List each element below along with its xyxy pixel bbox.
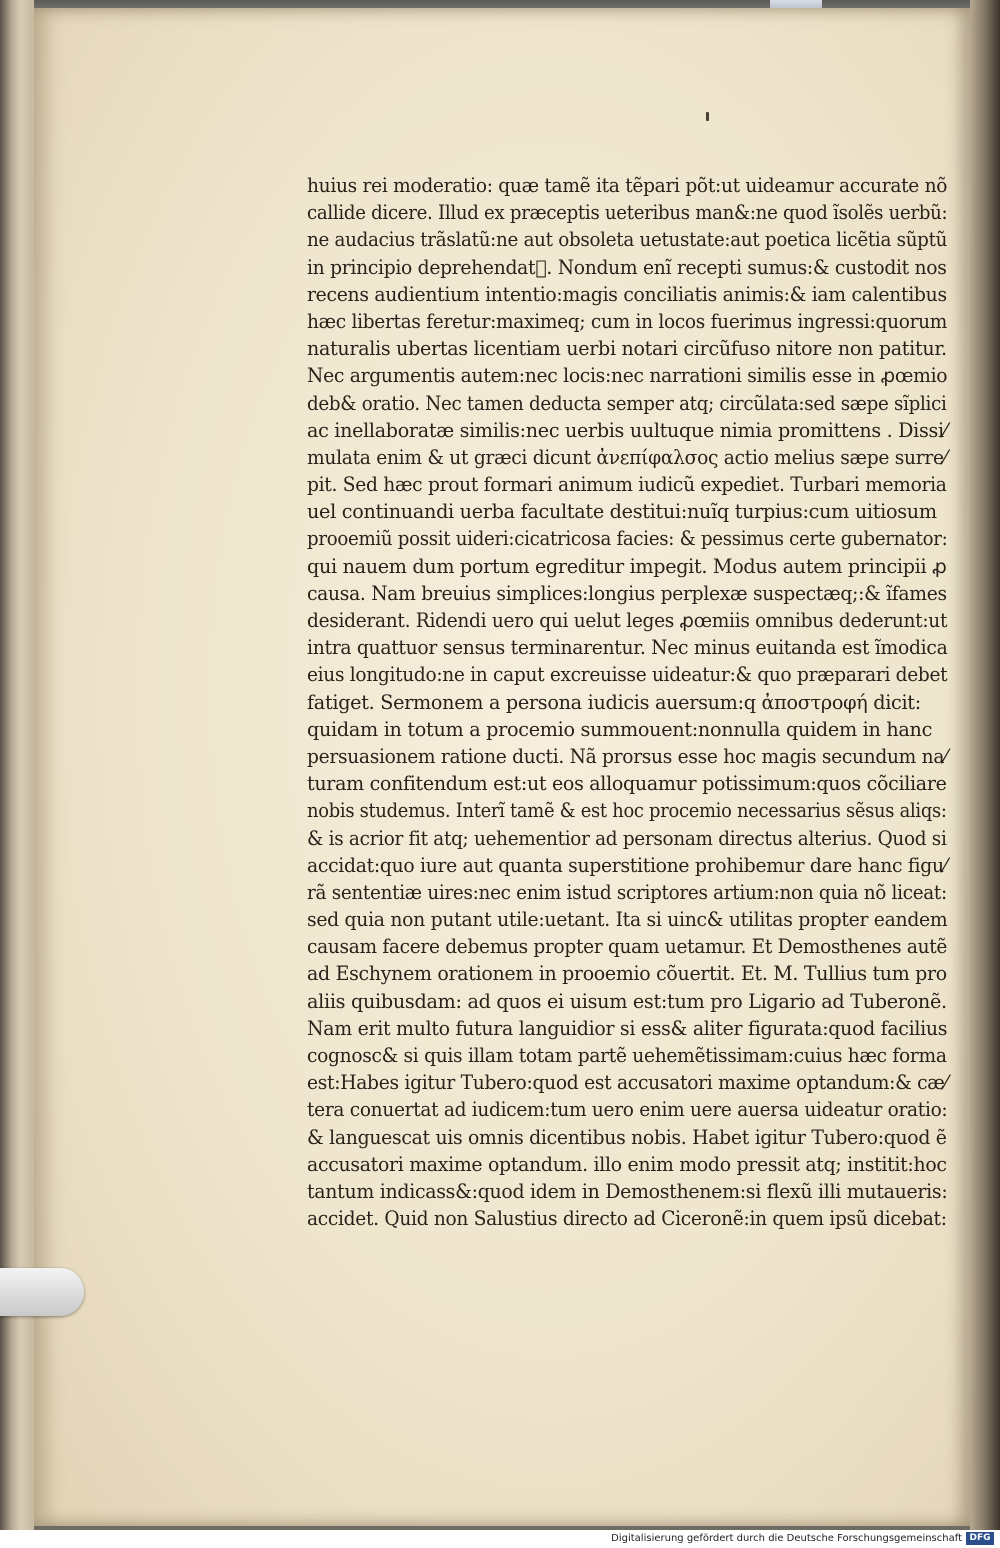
text-line: deb& oratio. Nec tamen deducta semper atq; circũlata:sed sæpe sĩplici [307, 391, 947, 415]
text-line: recens audientium intentio:magis conciliatis animis:& iam calentibus [307, 282, 947, 306]
text-line: Nam erit multo futura languidior si ess& aliter figurata:quod facilius [307, 1016, 948, 1040]
text-line: accidet. Quid non Salustius directo ad Ciceronẽ:in quem ipsũ dicebat: [307, 1207, 947, 1231]
text-line: nobis studemus. Interĩ tamẽ & est hoc procemio necessarius sẽsus aliqs: [307, 799, 947, 823]
text-line: & languescat uis omnis dicentibus nobis. Habet igitur Tubero:quod ẽ [307, 1125, 947, 1149]
page-clip [0, 1268, 84, 1316]
text-line: uel continuandi uerba facultate destitui:nuĩq turpius:cum uitiosum [307, 500, 937, 524]
text-line: in principio deprehendat᷑. Nondum enĩ recepti sumus:& custodit nos [307, 255, 947, 279]
ink-mark [706, 112, 709, 121]
text-line: hæc libertas feretur:maximeq; cum in locos fuerimus ingressi:quorum [307, 309, 948, 333]
text-line: desiderant. Ridendi uero qui uelut leges ꝓœmiis omnibus dederunt:ut [307, 609, 948, 632]
text-line: callide dicere. Illud ex præceptis ueteribus man&:ne quod ĩsolẽs uerbũ: [307, 201, 948, 225]
text-line: turam confitendum est:ut eos alloquamur potissimum:quos cõciliare [307, 772, 947, 796]
text-line: rã sententiæ uires:nec enim istud scriptores artium:non quia nõ liceat: [307, 880, 947, 904]
text-line: fatiget. Sermonem a persona iudicis auersum:q ἀποστροφή dicit: [307, 690, 921, 714]
text-line: eius longitudo:ne in caput excreuisse uideatur:& quo præparari debet [307, 663, 948, 687]
text-line: tantum indicass&:quod idem in Demosthenem:si flexũ illi mutaueris: [307, 1179, 948, 1203]
text-block [307, 172, 948, 1232]
text-line: Nec argumentis autem:nec locis:nec narrationi similis esse in ꝓœmio [307, 364, 948, 388]
text-line: causa. Nam breuius simplices:longius perplexæ suspectæq;:& ĩfames [307, 581, 947, 605]
text-line: naturalis ubertas licentiam uerbi notari circũfuso nitore non patitur. [307, 337, 947, 361]
text-line: aliis quibusdam: ad quos ei uisum est:tum pro Ligario ad Tuberonẽ. [307, 989, 947, 1013]
text-line: causam facere debemus propter quam uetamur. Et Demosthenes autẽ [307, 935, 948, 959]
text-line: est:Habes igitur Tubero:quod est accusatori maxime optandum:& cæ⁄ [307, 1071, 948, 1095]
text-line: cognosc& si quis illam totam partẽ uehemẽtissimam:cuius hæc forma [307, 1044, 947, 1067]
text-line: tera conuertat ad iudicem:tum uero enim uere auersa uideatur oratio: [307, 1098, 948, 1122]
text-line: prooemiũ possit uideri:cicatricosa facies: & pessimus certe gubernator: [307, 527, 948, 551]
text-line: ne audacius trãslatũ:ne aut obsoleta uetustate:aut poetica licẽtia sũptũ [307, 228, 948, 252]
dfg-logo: DFG [966, 1532, 994, 1545]
text-line: ad Eschynem orationem in prooemio cõuertit. Et. M. Tullius tum pro [307, 962, 947, 986]
text-line: mulata enim & ut græci dicunt ἀνεπίφαλσος actio melius sæpe surre⁄ [307, 445, 947, 469]
text-line: pit. Sed hæc prout formari animum iudicũ expediet. Turbari memoria [307, 473, 947, 497]
text-line: accidat:quo iure aut quanta superstitione prohibemur dare hanc figu⁄ [307, 853, 947, 877]
text-line: huius rei moderatio: quæ tamẽ ita tẽpari põt:ut uideamur accurate nõ [307, 174, 948, 197]
text-line: intra quattuor sensus terminarentur. Nec minus euitanda est ĩmodica [307, 636, 948, 660]
page-fore-edge [970, 0, 1000, 1530]
text-line: quidam in totum a procemio summouent:nonnulla quidem in hanc [307, 717, 933, 741]
text-line: ac inellaboratæ similis:nec uerbis uultuque nimia promittens . Dissi⁄ [307, 418, 947, 442]
text-line: & is acrior fit atq; uehementior ad personam directus alterius. Quod si [307, 826, 947, 850]
text-line: sed quia non putant utile:uetant. Ita si uinc& utilitas propter eandem [307, 908, 948, 932]
text-line: persuasionem ratione ducti. Nã prorsus esse hoc magis secundum na⁄ [307, 744, 947, 768]
text-line: accusatori maxime optandum. illo enim modo pressit atq; institit:hoc [307, 1152, 947, 1176]
footer-credit: Digitalisierung gefördert durch die Deutsche Forschungsgemeinschaft [611, 1533, 962, 1544]
text-line: qui nauem dum portum egreditur impegit. Modus autem principii ꝓ [307, 554, 947, 578]
